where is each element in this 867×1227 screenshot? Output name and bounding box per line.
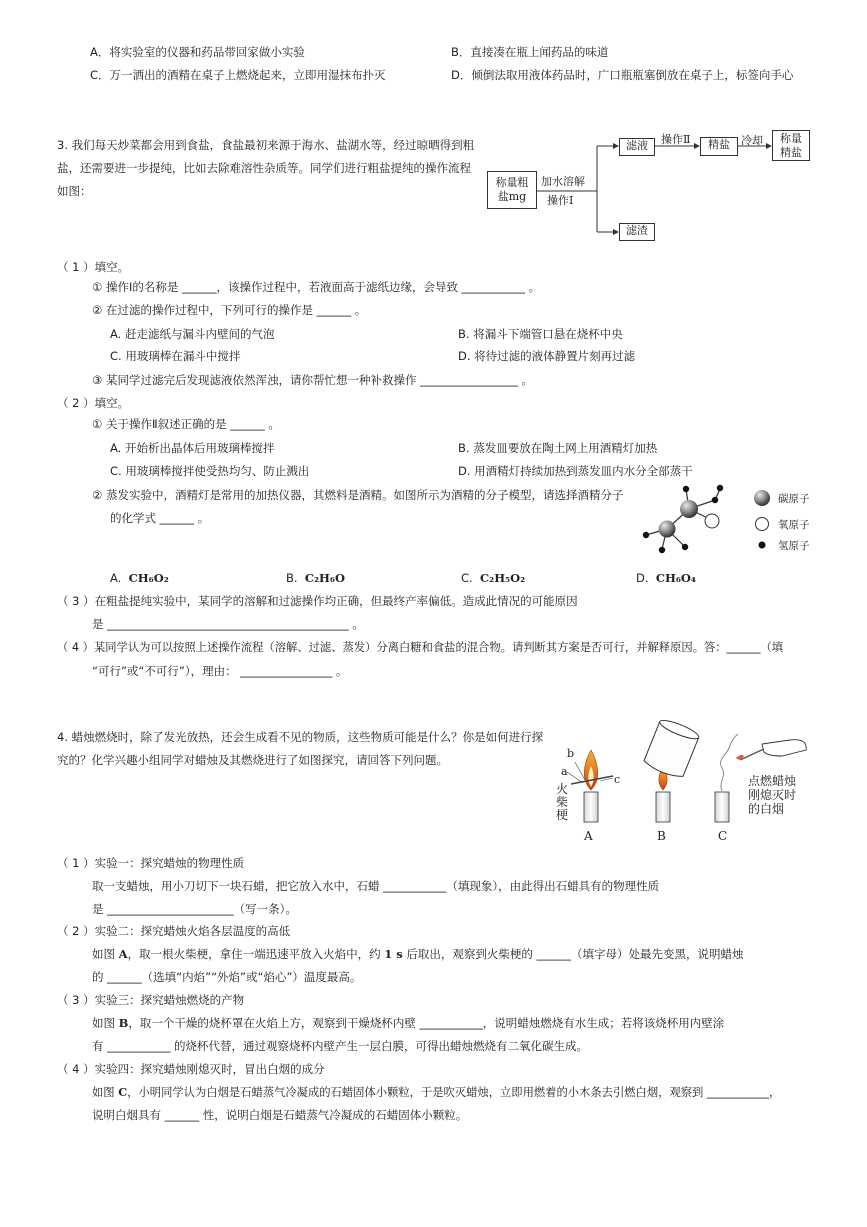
legend-hydrogen-label: 氢原子 <box>778 540 810 552</box>
flow-text: 精盐 <box>780 146 802 159</box>
option-letter: C. <box>461 571 473 585</box>
fig-label-b: b <box>567 747 575 760</box>
q3-p2-option-a: A. 开始析出晶体后用玻璃棒搅拌 <box>110 441 275 455</box>
q3-p1-option-b: B. 将漏斗下端管口悬在烧杯中央 <box>458 327 623 341</box>
flow-step1-bottom: 操作Ⅰ <box>547 194 574 207</box>
q3-stem-line-3: 如图： <box>57 184 92 198</box>
fig-caption-a: A <box>584 829 593 843</box>
q4-stem-line-1: 4. 蜡烛燃烧时，除了发光放热，还会生成看不见的物质，这些物质可能是什么？你是如何进行探 <box>57 730 544 744</box>
fig-note-3: 的白烟 <box>748 802 785 816</box>
fig-note-2: 刚熄灭时 <box>748 788 797 802</box>
q4-p3-head: （ 3 ）实验三：探究蜡烛燃烧的产物 <box>57 993 245 1007</box>
q4-p4-line-b: 说明白烟具有 ______ 性，说明白烟是石蜡蒸气冷凝成的石蜡固体小颗粒。 <box>92 1108 468 1122</box>
q3-p1-item-3: ③ 某同学过滤完后发现滤液依然浑浊，请你帮忙想一种补救操作 _________________ 。 <box>92 373 534 387</box>
beaker <box>643 717 701 780</box>
q3-p3-line-a: （ 3 ）在粗盐提纯实验中，某同学的溶解和过滤操作均正确，但最终产率偏低。造成此情况的可能原因 <box>57 594 578 608</box>
figure-ref: A <box>118 947 128 961</box>
q2-option-d: D．倾倒法取用液体药品时，广口瓶瓶塞倒放在桌子上，标签向手心 <box>451 68 794 82</box>
smoke <box>721 734 738 791</box>
q3-p2-option-c: C. 用玻璃棒搅拌使受热均匀、防止溅出 <box>110 464 310 478</box>
text: ，小明同学认为白烟是石蜡蒸气冷凝成的石蜡固体小颗粒，于是吹灭蜡烛，立即用燃着的小木条去引燃白烟，观察到 ___________， <box>127 1086 781 1099</box>
flow-step1-top: 加水溶解 <box>541 175 585 188</box>
q3-p2-head: （ 2 ）填空。 <box>57 396 130 410</box>
option-letter: A. <box>110 571 122 585</box>
flow-step2: 操作Ⅱ <box>661 133 691 146</box>
fig-label-c: c <box>614 773 621 786</box>
q3-p2-option-d: D. 用酒精灯持续加热到蒸发皿内水分全部蒸干 <box>458 464 693 478</box>
legend-oxygen-label: 氧原子 <box>778 519 810 531</box>
q4-stem-line-2: 究的？化学兴趣小组同学对蜡烛及其燃烧进行了如图探究，请回答下列问题。 <box>57 753 448 767</box>
q2-option-c: C．万一洒出的酒精在桌子上燃烧起来，立即用湿抹布扑灭 <box>90 68 386 82</box>
q3-p4-line-b: “可行”或“不可行”），理由： ________________ 。 <box>92 664 348 678</box>
q4-p2-line-b: 的 ______（选填“内焰”“外焰”或“焰心”）温度最高。 <box>92 970 362 984</box>
time-value: 1 s <box>384 947 403 961</box>
q2-option-b: B．直接凑在瓶上闻药品的味道 <box>451 45 609 59</box>
q3-p4-line-a: （ 4 ）某同学认为可以按照上述操作流程（溶解、过滤、蒸发）分离白糖和食盐的混合物。请判断其方案是否可行，并解释原因。答：______（填 <box>57 641 784 654</box>
formula: C₂H₆O <box>304 571 345 585</box>
q3-p1-head: （ 1 ）填空。 <box>57 260 130 274</box>
fig-note-1: 点燃蜡烛 <box>748 774 797 788</box>
formula: CH₆O₂ <box>128 571 169 585</box>
flow-text: 盐mg <box>497 190 527 203</box>
q4-p1-line-b: 是 ______________________（写一条）。 <box>92 902 297 916</box>
q3-p1-option-d: D. 将待过滤的液体静置片刻再过滤 <box>458 349 636 363</box>
text: 后取出，观察到火柴梗的 ______（填字母）处最先变黑，说明蜡烛 <box>402 947 744 961</box>
flow-box-residue: 滤渣 <box>619 223 655 241</box>
wooden-splint <box>740 748 766 760</box>
text: ，取一根火柴梗，拿住一端迅速平放入火焰中，约 <box>127 947 385 961</box>
flow-cool: 冷却 <box>741 134 763 147</box>
flow-text: 称量 <box>780 132 802 145</box>
fig-label-a: a <box>561 765 568 778</box>
text: 如图 <box>92 1086 119 1099</box>
q4-p1-head: （ 1 ）实验一：探究蜡烛的物理性质 <box>57 856 245 870</box>
text: 如图 <box>92 1016 119 1030</box>
q3-p1-item-2: ② 在过滤的操作过程中，下列可行的操作是 ______ 。 <box>92 303 367 317</box>
q4-p3-line-a <box>92 1015 724 1031</box>
flow-box-filtrate: 滤液 <box>619 138 655 156</box>
q3-p1-option-a: A. 赶走滤纸与漏斗内壁间的气泡 <box>110 327 275 341</box>
q4-p4-line-a <box>92 1084 780 1101</box>
q4-p1-line-a: 取一支蜡烛，用小刀切下一块石蜡，把它放入水中，石蜡 ___________（填现象），由此得出石蜡具有的物理性质 <box>92 879 660 893</box>
q3-p1-item-1: ① 操作Ⅰ的名称是 ______，该操作过程中，若液面高于滤纸边缘，会导致 ___________ 。 <box>92 280 541 294</box>
q4-p2-line-a <box>92 946 744 962</box>
figure-ref: B <box>118 1016 129 1030</box>
flow-box-refined-salt: 精盐 <box>700 137 738 156</box>
q3-stem-line-2: 盐，还需要进一步提纯，比如去除难溶性杂质等。同学们进行粗盐提纯的操作流程 <box>57 161 471 175</box>
hand-icon <box>762 740 806 756</box>
q2-option-a: A．将实验室的仪器和药品带回家做小实验 <box>90 45 305 59</box>
q3-p1-option-c: C. 用玻璃棒在漏斗中搅拌 <box>110 349 241 363</box>
option-letter: D. <box>636 571 649 585</box>
formula: C₂H₅O₂ <box>480 571 526 585</box>
q3-p2-option-b: B. 蒸发皿要放在陶土网上用酒精灯加热 <box>458 441 658 455</box>
q3-p2-item-2a: ② 蒸发实验中，酒精灯是常用的加热仪器，其燃料是酒精。如图所示为酒精的分子模型，请选择酒精分子 <box>92 488 624 502</box>
candle-b <box>643 717 701 822</box>
fig-caption-b: B <box>657 829 666 843</box>
flow-text: 称量粗 <box>495 176 529 189</box>
q3-p2-item-2b: 的化学式 ______ 。 <box>110 511 210 525</box>
fig-label-match-3: 梗 <box>556 808 569 822</box>
q4-p3-line-b: 有 ___________ 的烧杯代替，通过观察烧杯内壁产生一层白膜，可得出蜡烛燃烧有二氧化碳生成。 <box>92 1039 589 1053</box>
figure-ref: C <box>118 1085 128 1099</box>
q4-p4-head: （ 4 ）实验四：探究蜡烛刚熄灭时，冒出白烟的成分 <box>57 1062 325 1076</box>
fig-label-match-2: 柴 <box>556 795 569 809</box>
fig-label-match-1: 火 <box>556 782 569 796</box>
formula: CH₆O₄ <box>655 571 696 585</box>
text: 如图 <box>92 947 119 961</box>
q3-stem-line-1: 3. 我们每天炒菜都会用到食盐，食盐最初来源于海水、盐湖水等，经过晾晒得到粗 <box>57 138 475 152</box>
text: ，取一个干燥的烧杯罩在火焰上方，观察到干燥烧杯内壁 ___________，说明蜡烛燃烧有水生成；若将该烧杯用内壁涂 <box>128 1016 725 1030</box>
q3-p3-line-b: 是 __________________________________________ 。 <box>92 617 364 631</box>
q3-p2-item-1: ① 关于操作Ⅱ叙述正确的是 ______ 。 <box>92 417 280 431</box>
q4-p2-head: （ 2 ）实验二：探究蜡烛火焰各层温度的高低 <box>57 924 291 938</box>
legend-carbon-label: 碳原子 <box>778 493 810 505</box>
fig-caption-c: C <box>718 829 728 843</box>
option-letter: B. <box>286 571 298 585</box>
